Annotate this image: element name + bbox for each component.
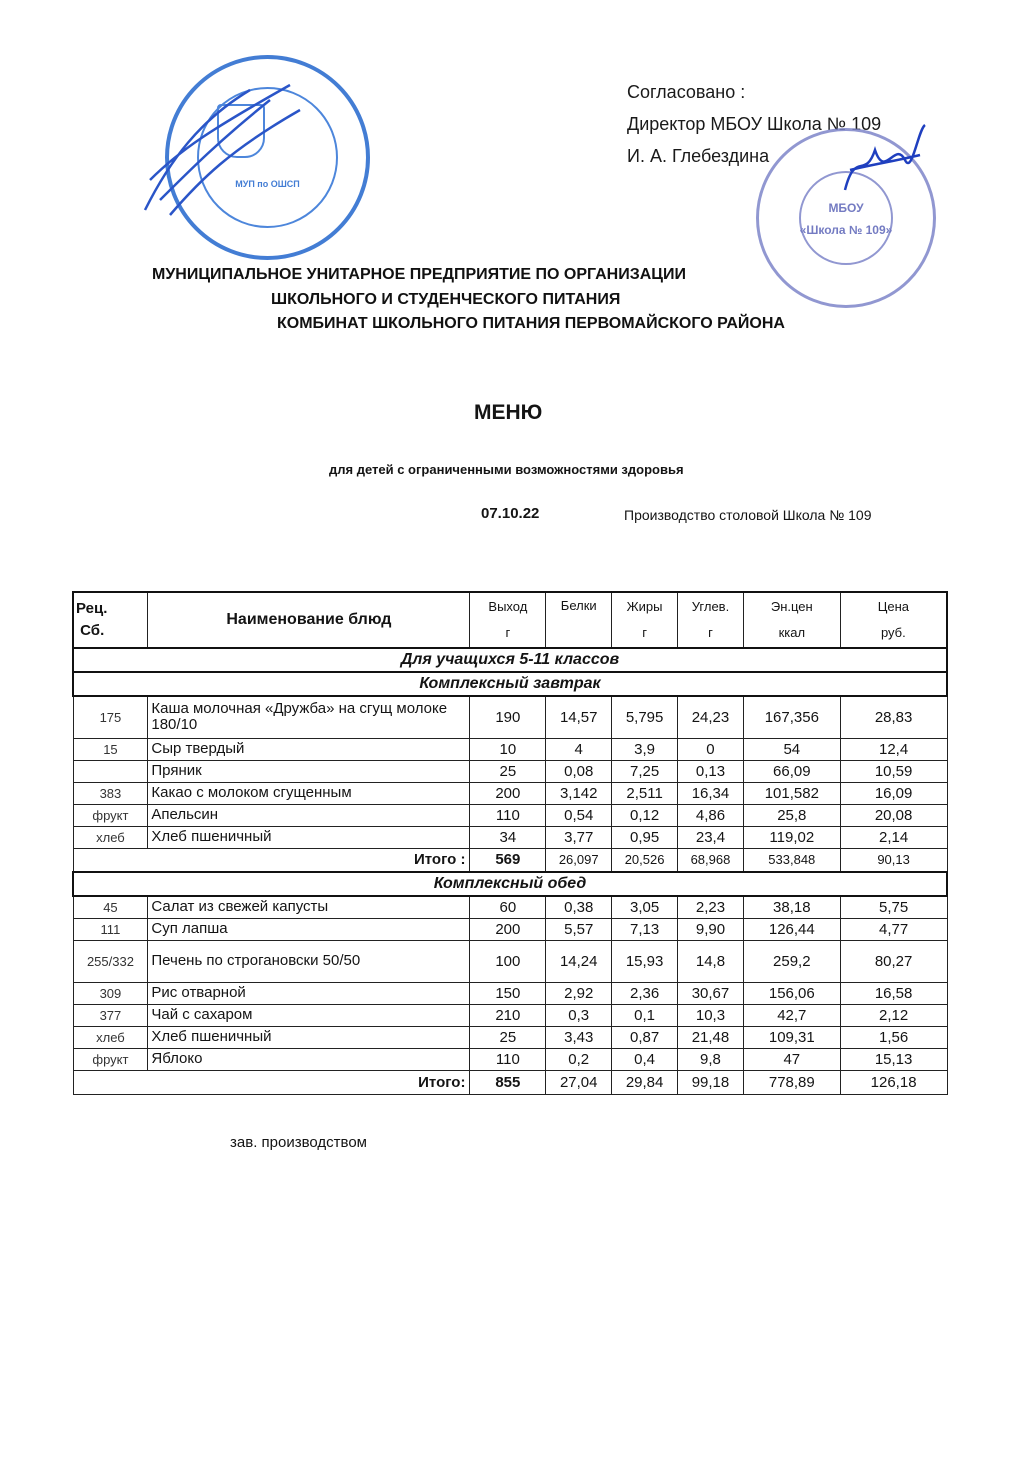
carbs-cell: 2,23 <box>678 896 744 918</box>
fat-cell: 0,87 <box>612 1026 678 1048</box>
output-cell: 100 <box>470 940 546 982</box>
protein-cell: 3,77 <box>546 826 612 848</box>
total-label: Итого: <box>73 1070 470 1094</box>
total-protein: 27,04 <box>546 1070 612 1094</box>
recipe-cell: 175 <box>73 696 148 738</box>
dish-name-cell: Яблоко <box>148 1048 470 1070</box>
energy-cell: 25,8 <box>743 804 840 826</box>
breakfast-rows <box>73 696 947 848</box>
header-price-line2: руб. <box>880 625 906 640</box>
price-cell: 80,27 <box>840 940 947 982</box>
recipe-cell: 377 <box>73 1004 148 1026</box>
price-cell: 1,56 <box>840 1026 947 1048</box>
fat-cell: 0,4 <box>612 1048 678 1070</box>
dish-name-cell: Каша молочная «Дружба» на сгущ молоке 180/10 <box>148 696 470 738</box>
recipe-cell: 45 <box>73 896 148 918</box>
header-fat-line2: г <box>642 625 647 640</box>
table-row <box>73 1026 947 1048</box>
energy-cell: 101,582 <box>743 782 840 804</box>
price-cell: 15,13 <box>840 1048 947 1070</box>
group-row <box>73 648 947 672</box>
protein-cell: 0,08 <box>546 760 612 782</box>
table-row <box>73 1048 947 1070</box>
recipe-cell: хлеб <box>73 826 148 848</box>
group-title: Для учащихся 5-11 классов <box>73 648 947 672</box>
output-cell: 60 <box>470 896 546 918</box>
total-price: 126,18 <box>840 1070 947 1094</box>
table-row <box>73 982 947 1004</box>
header-name: Наименование блюд <box>148 592 470 648</box>
table-row <box>73 1004 947 1026</box>
dish-name-cell: Рис отварной <box>148 982 470 1004</box>
recipe-cell: хлеб <box>73 1026 148 1048</box>
protein-cell: 0,3 <box>546 1004 612 1026</box>
price-cell: 5,75 <box>840 896 947 918</box>
header-carbs <box>678 592 744 648</box>
fat-cell: 3,9 <box>612 738 678 760</box>
protein-cell: 3,142 <box>546 782 612 804</box>
output-cell: 110 <box>470 804 546 826</box>
recipe-cell: 15 <box>73 738 148 760</box>
approval-position: Директор МБОУ Школа № 109 <box>627 114 882 134</box>
page-subtitle: для детей с ограниченными возможностями здоровья <box>329 462 684 477</box>
total-output: 855 <box>470 1070 546 1094</box>
approval-person: И. А. Глебездина <box>627 146 770 166</box>
breakfast-total-row <box>73 848 947 872</box>
fat-cell: 15,93 <box>612 940 678 982</box>
section-row-lunch <box>73 872 947 896</box>
energy-cell: 47 <box>743 1048 840 1070</box>
lunch-total-row <box>73 1070 947 1094</box>
header-output <box>470 592 546 648</box>
header-output-line2: г <box>505 625 511 640</box>
price-cell: 16,58 <box>840 982 947 1004</box>
output-cell: 34 <box>470 826 546 848</box>
carbs-cell: 4,86 <box>678 804 744 826</box>
protein-cell: 2,92 <box>546 982 612 1004</box>
total-fat: 20,526 <box>612 848 678 872</box>
protein-cell: 0,54 <box>546 804 612 826</box>
price-cell: 4,77 <box>840 918 947 940</box>
fat-cell: 7,25 <box>612 760 678 782</box>
energy-cell: 42,7 <box>743 1004 840 1026</box>
header-fat <box>612 592 678 648</box>
protein-cell: 5,57 <box>546 918 612 940</box>
section-row-breakfast <box>73 672 947 696</box>
output-cell: 10 <box>470 738 546 760</box>
table-row <box>73 696 947 738</box>
table-header-row <box>73 592 947 648</box>
total-price: 90,13 <box>840 848 947 872</box>
table-row <box>73 738 947 760</box>
section-title-breakfast: Комплексный завтрак <box>73 672 947 696</box>
header-output-line1: Выход <box>488 599 528 614</box>
header-price <box>840 592 947 648</box>
total-energy: 533,848 <box>743 848 840 872</box>
approval-label: Согласовано : <box>627 82 746 102</box>
price-cell: 2,12 <box>840 1004 947 1026</box>
recipe-cell: 111 <box>73 918 148 940</box>
organization-line2: ШКОЛЬНОГО И СТУДЕНЧЕСКОГО ПИТАНИЯ <box>271 291 621 308</box>
header-price-line1: Цена <box>877 599 909 614</box>
carbs-cell: 9,90 <box>678 918 744 940</box>
menu-table <box>72 591 948 1095</box>
output-cell: 200 <box>470 782 546 804</box>
recipe-cell: 255/332 <box>73 940 148 982</box>
output-cell: 210 <box>470 1004 546 1026</box>
table-row <box>73 804 947 826</box>
carbs-cell: 0 <box>678 738 744 760</box>
fat-cell: 3,05 <box>612 896 678 918</box>
recipe-cell: 309 <box>73 982 148 1004</box>
lunch-rows <box>73 896 947 1070</box>
recipe-cell: 383 <box>73 782 148 804</box>
table-row <box>73 896 947 918</box>
total-protein: 26,097 <box>546 848 612 872</box>
protein-cell: 3,43 <box>546 1026 612 1048</box>
carbs-cell: 0,13 <box>678 760 744 782</box>
header-fat-line1: Жиры <box>626 599 663 614</box>
carbs-cell: 24,23 <box>678 696 744 738</box>
energy-cell: 259,2 <box>743 940 840 982</box>
dish-name-cell: Печень по строгановски 50/50 <box>148 940 470 982</box>
dish-name-cell: Сыр твердый <box>148 738 470 760</box>
table-row <box>73 782 947 804</box>
header-recipe <box>73 592 148 648</box>
header-protein <box>546 592 612 648</box>
carbs-cell: 21,48 <box>678 1026 744 1048</box>
header-recipe-line2: Сб. <box>80 622 105 639</box>
recipe-cell: фрукт <box>73 804 148 826</box>
fat-cell: 0,12 <box>612 804 678 826</box>
protein-cell: 0,38 <box>546 896 612 918</box>
price-cell: 28,83 <box>840 696 947 738</box>
price-cell: 12,4 <box>840 738 947 760</box>
energy-cell: 38,18 <box>743 896 840 918</box>
energy-cell: 109,31 <box>743 1026 840 1048</box>
header-carbs-line1: Углев. <box>691 599 730 614</box>
protein-cell: 4 <box>546 738 612 760</box>
fat-cell: 2,511 <box>612 782 678 804</box>
protein-cell: 0,2 <box>546 1048 612 1070</box>
organization-line1: МУНИЦИПАЛЬНОЕ УНИТАРНОЕ ПРЕДПРИЯТИЕ ПО ОРГАНИЗАЦИИ <box>152 266 686 283</box>
total-output: 569 <box>470 848 546 872</box>
protein-cell: 14,24 <box>546 940 612 982</box>
total-fat: 29,84 <box>612 1070 678 1094</box>
fat-cell: 2,36 <box>612 982 678 1004</box>
table-row <box>73 760 947 782</box>
energy-cell: 126,44 <box>743 918 840 940</box>
recipe-cell <box>73 760 148 782</box>
recipe-cell: фрукт <box>73 1048 148 1070</box>
stamp-text: МУП по ОШСП <box>235 179 300 189</box>
dish-name-cell: Пряник <box>148 760 470 782</box>
carbs-cell: 30,67 <box>678 982 744 1004</box>
fat-cell: 5,795 <box>612 696 678 738</box>
energy-cell: 156,06 <box>743 982 840 1004</box>
header-recipe-line1: Рец. <box>76 600 108 617</box>
energy-cell: 54 <box>743 738 840 760</box>
total-label: Итого : <box>73 848 470 872</box>
header-energy-line2: ккал <box>778 625 806 640</box>
carbs-cell: 23,4 <box>678 826 744 848</box>
dish-name-cell: Чай с сахаром <box>148 1004 470 1026</box>
total-energy: 778,89 <box>743 1070 840 1094</box>
table-row <box>73 940 947 982</box>
dish-name-cell: Хлеб пшеничный <box>148 826 470 848</box>
fat-cell: 0,95 <box>612 826 678 848</box>
carbs-cell: 9,8 <box>678 1048 744 1070</box>
stamp-text-line2: «Школа № 109» <box>799 223 893 237</box>
dish-name-cell: Суп лапша <box>148 918 470 940</box>
energy-cell: 119,02 <box>743 826 840 848</box>
fat-cell: 0,1 <box>612 1004 678 1026</box>
section-title-lunch: Комплексный обед <box>73 872 947 896</box>
price-cell: 16,09 <box>840 782 947 804</box>
total-carbs: 68,968 <box>678 848 744 872</box>
carbs-cell: 14,8 <box>678 940 744 982</box>
price-cell: 10,59 <box>840 760 947 782</box>
signature-left-icon <box>140 80 310 220</box>
stamp-text-line1: МБОУ <box>828 201 864 215</box>
price-cell: 2,14 <box>840 826 947 848</box>
header-energy-line1: Эн.цен <box>770 599 813 614</box>
output-cell: 200 <box>470 918 546 940</box>
page-title: МЕНЮ <box>474 401 543 424</box>
energy-cell: 167,356 <box>743 696 840 738</box>
footer-signature-label: зав. производством <box>230 1134 367 1151</box>
dish-name-cell: Апельсин <box>148 804 470 826</box>
organization-line3: КОМБИНАТ ШКОЛЬНОГО ПИТАНИЯ ПЕРВОМАЙСКОГО РАЙОНА <box>277 315 785 332</box>
dish-name-cell: Какао с молоком сгущенным <box>148 782 470 804</box>
signature-right-icon <box>840 120 930 210</box>
table-row <box>73 918 947 940</box>
output-cell: 25 <box>470 1026 546 1048</box>
fat-cell: 7,13 <box>612 918 678 940</box>
header-protein-label: Белки <box>560 598 597 613</box>
output-cell: 150 <box>470 982 546 1004</box>
table-row <box>73 826 947 848</box>
carbs-cell: 16,34 <box>678 782 744 804</box>
output-cell: 190 <box>470 696 546 738</box>
production-site: Производство столовой Школа № 109 <box>624 507 872 523</box>
total-carbs: 99,18 <box>678 1070 744 1094</box>
protein-cell: 14,57 <box>546 696 612 738</box>
output-cell: 110 <box>470 1048 546 1070</box>
dish-name-cell: Хлеб пшеничный <box>148 1026 470 1048</box>
carbs-cell: 10,3 <box>678 1004 744 1026</box>
price-cell: 20,08 <box>840 804 947 826</box>
menu-date: 07.10.22 <box>481 505 540 522</box>
energy-cell: 66,09 <box>743 760 840 782</box>
output-cell: 25 <box>470 760 546 782</box>
header-energy <box>743 592 840 648</box>
dish-name-cell: Салат из свежей капусты <box>148 896 470 918</box>
header-carbs-line2: г <box>708 625 713 640</box>
